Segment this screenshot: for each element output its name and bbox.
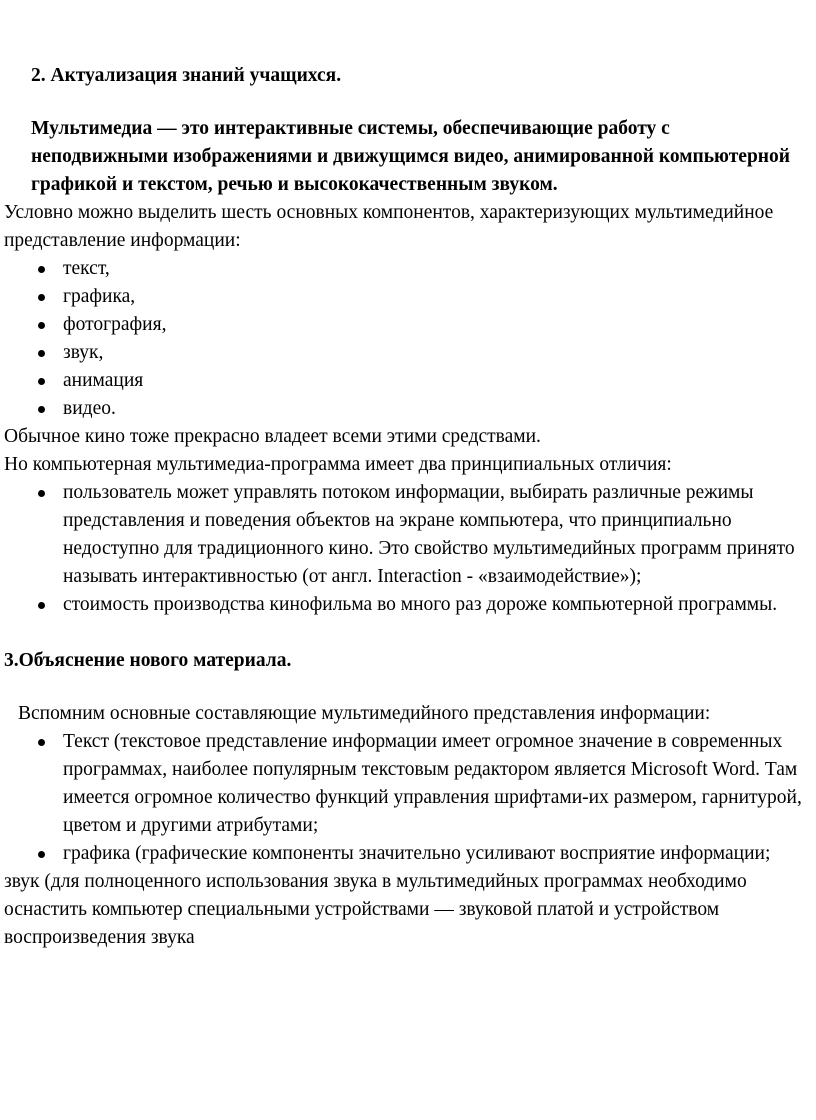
list-item xyxy=(4,840,810,868)
list-item-text: видео. xyxy=(63,398,116,419)
sound-paragraph: звук (для полноценного использования звука в мультимедийных программах необходимо оснастить компьютер специальными устройствами — звуковой платой и устройством воспроизведения звука xyxy=(4,871,747,948)
list-item xyxy=(4,339,810,367)
list-item-text: пользователь может управлять потоком информации, выбирать различные режимы представления и поведения объектов на экране компьютера, что принципиально недоступно для традиционного кино. Это свойство мультимедийных программ принято называть интерактивностью (от англ. Interaction - «взаимодействие»); xyxy=(63,482,795,587)
list-item-text: Текст (текстовое представление информации имеет огромное значение в современных программах, наиболее популярным текстовым редактором является Microsoft Word. Там имеется огромное количество функций управления шрифтами-их размером, гарнитурой, цветом и другими атрибутами; xyxy=(63,731,802,836)
bullet-icon xyxy=(38,311,63,329)
list-item-text: анимация xyxy=(63,370,144,391)
list-item-text: текст, xyxy=(63,258,110,279)
list-item xyxy=(4,283,810,311)
differences-intro-paragraph: Но компьютерная мультимедиа-программа имеет два принципиальных отличия: xyxy=(4,454,672,475)
section-heading-2: 2. Актуализация знаний учащихся. xyxy=(31,65,342,86)
differences-list xyxy=(4,479,810,619)
list-item xyxy=(4,591,810,619)
list-item-text: стоимость производства кинофильма во много раз дороже компьютерной программы. xyxy=(63,594,778,615)
bullet-icon xyxy=(38,339,63,357)
list-item xyxy=(4,311,810,339)
bullet-icon xyxy=(38,728,63,746)
components-intro-paragraph: Условно можно выделить шесть основных компонентов, характеризующих мультимедийное представление информации: xyxy=(4,202,774,251)
list-item-text: графика (графические компоненты значительно усиливают восприятие информации; xyxy=(63,843,771,864)
bullet-icon xyxy=(38,255,63,273)
constituents-list xyxy=(4,728,810,868)
multimedia-definition-paragraph: Мультимедиа — это интерактивные системы, обеспечивающие работу с неподвижными изображениями и движущимся видео, анимированной компьютерной графикой и текстом, речью и высококачественным звуком. xyxy=(31,118,791,195)
list-item xyxy=(4,395,810,423)
list-item xyxy=(4,479,810,591)
bullet-icon xyxy=(38,479,63,497)
list-item xyxy=(4,367,810,395)
bullet-icon xyxy=(38,591,63,609)
bullet-icon xyxy=(38,395,63,413)
section-heading-3: 3.Объяснение нового материала. xyxy=(4,650,292,671)
components-list xyxy=(4,255,810,423)
list-item-text: звук, xyxy=(63,342,104,363)
cinema-note-paragraph: Обычное кино тоже прекрасно владеет всеми этими средствами. xyxy=(4,426,541,447)
bullet-icon xyxy=(38,840,63,858)
list-item xyxy=(4,255,810,283)
list-item xyxy=(4,728,810,840)
recall-intro-paragraph: Вспомним основные составляющие мультимедийного представления информации: xyxy=(18,703,711,724)
list-item-text: фотография, xyxy=(63,314,167,335)
bullet-icon xyxy=(38,367,63,385)
bullet-icon xyxy=(38,283,63,301)
list-item-text: графика, xyxy=(63,286,136,307)
